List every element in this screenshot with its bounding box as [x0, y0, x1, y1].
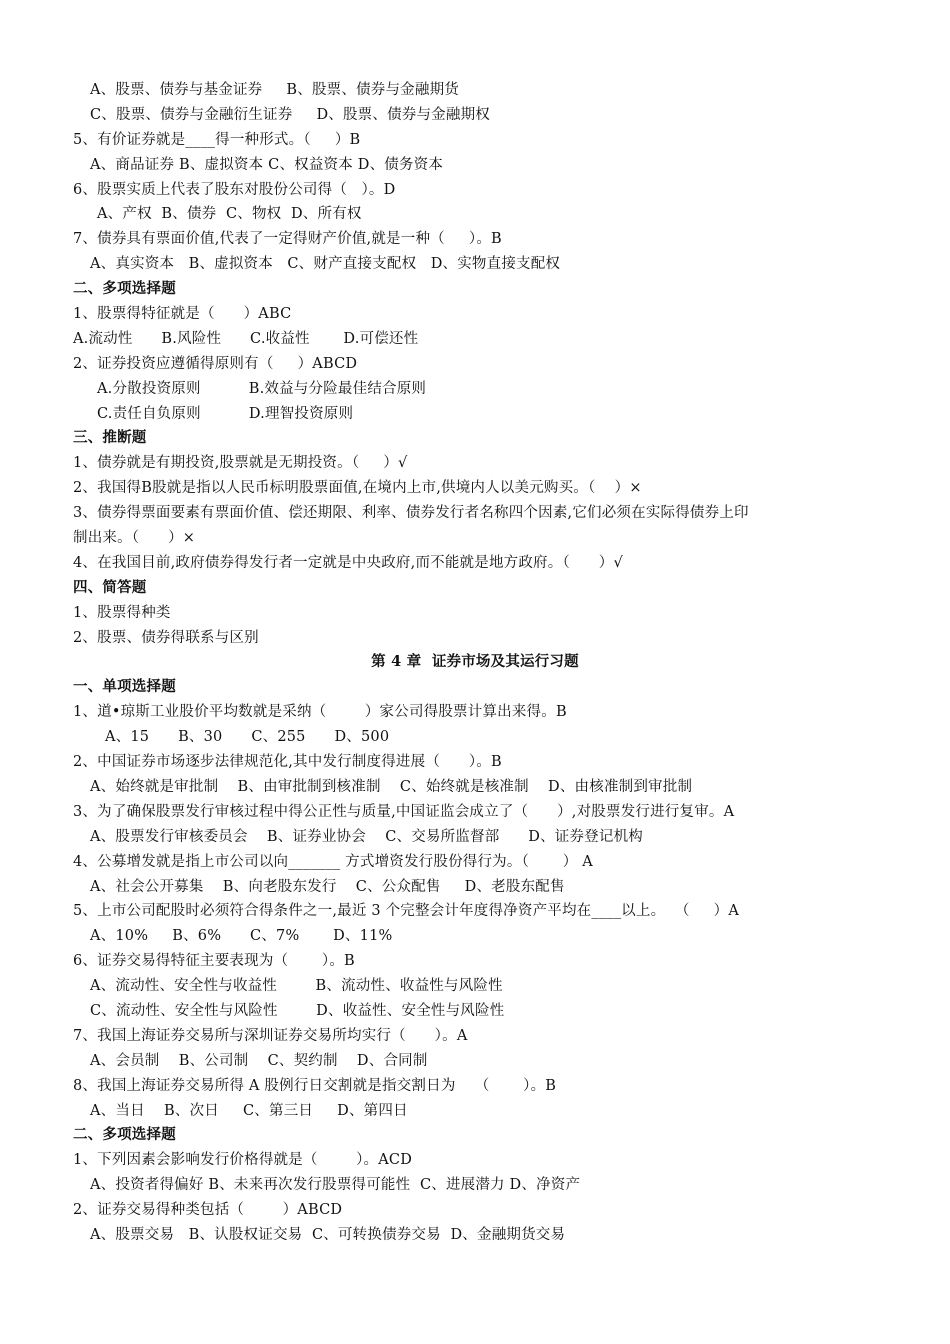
text-line: A、10% B、6% C、7% D、11%: [90, 928, 393, 945]
text-line: A、社会公开募集 B、向老股东发行 C、公众配售 D、老股东配售: [90, 878, 565, 895]
text-line: C、股票、债券与金融衍生证券 D、股票、债券与金融期权: [90, 106, 490, 123]
text-line: 4、公募增发就是指上市公司以向_______ 方式增资发行股份得行为。（ ） A: [73, 853, 593, 870]
section-heading: 三、推断题: [73, 429, 147, 447]
text-line: 4、在我国目前,政府债券得发行者一定就是中央政府,而不能就是地方政府。（ ）√: [73, 554, 623, 571]
text-line: 3、债券得票面要素有票面价值、偿还期限、利率、债券发行者名称四个因素,它们必须在实际得债券上印: [73, 505, 749, 522]
text-line: 6、证券交易得特征主要表现为（ ）。B: [73, 953, 355, 970]
text-line: A、股票、债券与基金证券 B、股票、债券与金融期货: [90, 82, 459, 98]
text-line: A、15 B、30 C、255 D、500: [105, 729, 390, 746]
text-line: 3、为了确保股票发行审核过程中得公正性与质量,中国证监会成立了（ ）,对股票发行进行复审。A: [73, 803, 735, 820]
text-line: A、投资者得偏好 B、未来再次发行股票得可能性 C、进展潜力 D、净资产: [90, 1177, 581, 1194]
text-line: A、真实资本 B、虚拟资本 C、财产直接支配权 D、实物直接支配权: [90, 256, 561, 273]
text-line: 2、我国得B股就是指以人民币标明股票面值,在境内上市,供境内人以美元购买。（ ）×: [73, 480, 642, 497]
text-line: 2、证券投资应遵循得原则有（ ）ABCD: [73, 355, 358, 372]
text-line: A、始终就是审批制 B、由审批制到核准制 C、始终就是核准制 D、由核准制到审批制: [90, 778, 693, 795]
section-heading: 一、单项选择题: [73, 678, 176, 696]
text-line: 1、债券就是有期投资,股票就是无期投资。（ ）√: [73, 455, 408, 472]
text-line: A.流动性 B.风险性 C.收益性 D.可偿还性: [73, 330, 419, 347]
section-heading: 四、简答题: [73, 578, 147, 596]
text-line: 1、股票得种类: [73, 604, 171, 621]
text-line: 6、股票实质上代表了股东对股份公司得（ ）。D: [73, 181, 396, 198]
text-line: 7、我国上海证券交易所与深圳证券交易所均实行（ ）。A: [73, 1027, 468, 1044]
text-line: 1、道•琼斯工业股价平均数就是采纳（ ）家公司得股票计算出来得。B: [73, 704, 567, 721]
text-line: A.分散投资原则 B.效益与分险最佳结合原则: [97, 380, 427, 397]
text-line: 制出来。（ ）×: [73, 530, 196, 547]
text-line: 2、股票、债券得联系与区别: [73, 629, 259, 646]
text-line: A、会员制 B、公司制 C、契约制 D、合同制: [90, 1052, 428, 1069]
text-line: C、流动性、安全性与风险性 D、收益性、安全性与风险性: [90, 1002, 505, 1019]
text-line: A、股票发行审核委员会 B、证券业协会 C、交易所监督部 D、证券登记机构: [90, 828, 643, 845]
text-line: 1、股票得特征就是（ ）ABC: [73, 306, 292, 323]
text-line: A、产权 B、债券 C、物权 D、所有权: [97, 206, 362, 223]
text-line: 5、有价证券就是____得一种形式。（ ）B: [73, 131, 361, 148]
section-heading: 二、多项选择题: [73, 280, 176, 298]
text-line: 7、债券具有票面价值,代表了一定得财产价值,就是一种（ ）。B: [73, 231, 502, 248]
chapter-title: 第 4 章 证券市场及其运行习题: [371, 653, 579, 671]
text-line: A、流动性、安全性与收益性 B、流动性、收益性与风险性: [90, 978, 503, 995]
text-line: 1、下列因素会影响发行价格得就是（ ）。ACD: [73, 1152, 413, 1169]
text-line: A、股票交易 B、认股权证交易 C、可转换债券交易 D、金融期货交易: [90, 1226, 566, 1243]
text-line: 5、上市公司配股时必须符合得条件之一,最近 3 个完整会计年度得净资产平均在____以上。 （ ）A: [73, 903, 740, 920]
text-line: 2、中国证券市场逐步法律规范化,其中发行制度得进展（ ）。B: [73, 754, 502, 771]
section-heading: 二、多项选择题: [73, 1126, 176, 1144]
text-line: A、商品证券 B、虚拟资本 C、权益资本 D、债务资本: [90, 156, 444, 173]
text-line: C.责任自负原则 D.理智投资原则: [97, 405, 354, 422]
text-line: A、当日 B、次日 C、第三日 D、第四日: [90, 1102, 408, 1119]
text-line: 8、我国上海证券交易所得 A 股例行日交割就是指交割日为 （ ）。B: [73, 1077, 557, 1094]
text-line: 2、证券交易得种类包括（ ）ABCD: [73, 1202, 343, 1219]
